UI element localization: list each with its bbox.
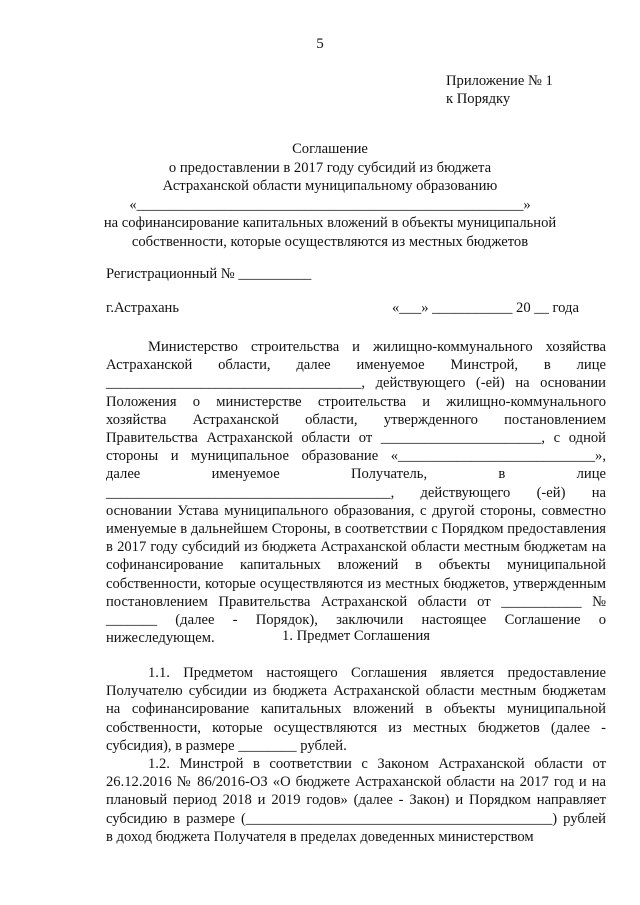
registration-number: Регистрационный № __________ bbox=[106, 266, 312, 282]
page-number: 5 bbox=[316, 36, 324, 52]
appendix-line-1: Приложение № 1 bbox=[446, 73, 553, 89]
clause-1-1: 1.1. Предметом настоящего Соглашения является предоставление Получателю субсидии из бюджета Астраханской области местным бюджетам на софинансирование капитальных вложений в объекты муниципальной собственности, которые осуществляются из местных бюджетов (далее - субсидия), в размере ________ рублей. bbox=[106, 665, 606, 754]
section-1-body bbox=[106, 664, 606, 846]
title-line-1: Соглашение bbox=[292, 141, 368, 157]
title-line-6: собственности, которые осуществляются из местных бюджетов bbox=[131, 233, 529, 250]
title-line-5: на софинансирование капитальных вложений в объекты муниципальной bbox=[103, 215, 557, 231]
clause-1-2: 1.2. Минстрой в соответствии с Законом Астраханской области от 26.12.2016 № 86/2016-ОЗ «О бюджете Астраханской области на 2017 год и на плановый период 2018 и 2019 годов» (далее - Закон) и Порядком направляет субсидию в размере (__________________________________________) рублей в доход бюджета Получателя в пределах доведенных министерством bbox=[106, 756, 606, 845]
title-line-4: «_____________________________________________________» bbox=[129, 196, 531, 213]
appendix-note bbox=[446, 72, 553, 108]
preamble-paragraph: Министерство строительства и жилищно-коммунального хозяйства Астраханской области, далее именуемое Минстрой, в лице ___________________________________, действующего (-ей) на основании Положения о министерстве строительства и жилищно-коммунального хозяйства Астраханской области, утвержденного постановлением Правительства Астраханской области от ______________________, с одной стороны и муниципальное образование «___________________________», далее именуемое Получатель, в лице _______________________________________, действующего (-ей) на основании Устава муниципального образования, с другой стороны, совместно именуемые в дальнейшем Стороны, в соответствии с Порядком предоставления в 2017 году субсидий из бюджета Астраханской области местным бюджетам на софинансирование капитальных вложений в объекты муниципальной собственности, которые осуществляются из местных бюджетов, утвержденным постановлением Правительства Астраханской области от ___________ № _______ (далее - Порядок), заключили настоящее Соглашение о нижеследующем. bbox=[106, 339, 606, 647]
title-line-3: Астраханской области муниципальному образованию bbox=[162, 178, 498, 194]
title-line-2: о предоставлении в 2017 году субсидий из бюджета bbox=[168, 159, 492, 176]
agreement-date: «___» ___________ 20 __ года bbox=[392, 300, 579, 316]
city-name: г.Астрахань bbox=[106, 300, 180, 316]
appendix-line-2: к Порядку bbox=[446, 91, 511, 107]
section-1-heading: 1. Предмет Соглашения bbox=[282, 628, 430, 644]
agreement-title bbox=[95, 140, 565, 251]
